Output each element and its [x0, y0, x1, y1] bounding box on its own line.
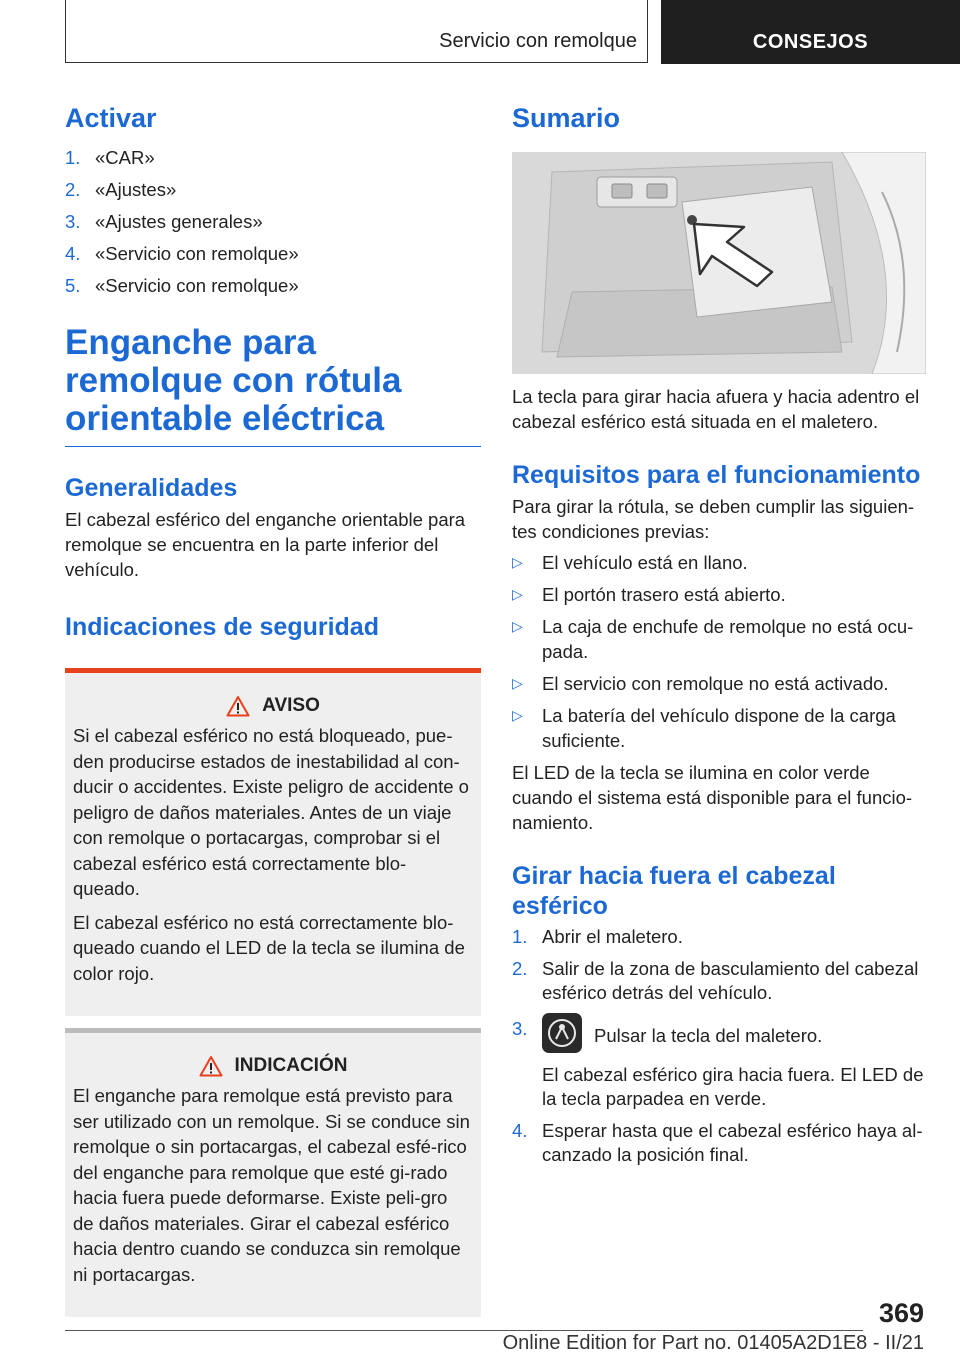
step3-note: El cabezal esférico gira hacia fuera. El LED de la tecla parpadea en verde.: [542, 1064, 924, 1109]
list-item: 2. «Ajustes»: [65, 179, 177, 200]
notice-text: El enganche para remolque está previsto para ser utilizado con un remolque. Si se conduce sin remolque o sin portacargas, el cabezal esfé-rico del enganche para remolque que esté gi-rado hacia fuera puede deformarse. Existe peli-gro de daños materiales. Girar el cabezal esférico hacia dentro cuando se conduzca sin remolque ni portacargas.: [73, 1085, 470, 1285]
trunk-button-photo: [512, 152, 926, 374]
girar-fuera-steps: [512, 925, 926, 1167]
notice-box: [65, 1028, 481, 1317]
sumario-heading: Sumario: [512, 103, 621, 133]
requisitos-list: [512, 550, 926, 753]
generalidades-text: El cabezal esférico del enganche orientable para remolque se encuentra en la parte inferior del vehículo.: [65, 509, 466, 580]
footer-divider: [65, 1330, 863, 1331]
bullet-triangle-icon: ▷: [512, 554, 523, 570]
page-number: 369: [878, 1298, 924, 1328]
requisitos-intro: Para girar la rótula, se deben cumplir las siguien-tes condiciones previas:: [512, 496, 915, 542]
list-item: 2. Salir de la zona de basculamiento del cabezal esférico detrás del vehículo.: [512, 958, 919, 1003]
photo-caption: La tecla para girar hacia afuera y hacia adentro el cabezal esférico está situada en el maletero.: [512, 386, 920, 432]
list-item: 1. «CAR»: [65, 147, 155, 168]
list-item: 5. «Servicio con remolque»: [65, 275, 299, 296]
generalidades-heading: Generalidades: [65, 474, 238, 502]
header-section-box: [65, 0, 648, 63]
bullet-triangle-icon: ▷: [512, 618, 523, 634]
requisitos-heading: Requisitos para el funcionamiento: [512, 461, 921, 489]
list-item: ▷ El portón trasero está abierto.: [512, 584, 786, 605]
bullet-triangle-icon: ▷: [512, 707, 523, 723]
warning-text-1: Si el cabezal esférico no está bloqueado, pue-den producirse estados de inestabilidad al con-ducir o accidentes. Existe peligro de accidente o peligro de daños materiales. Antes de un viaje con remolque o portacargas, comprobar si el cabezal esférico está correctamente blo-queado.: [73, 725, 469, 899]
list-item: 4. Esperar hasta que el cabezal esférico haya al-canzado la posición final.: [512, 1120, 923, 1165]
requisitos-led-text: El LED de la tecla se ilumina en color verde cuando el sistema está disponible para el funcio-namiento.: [512, 762, 913, 833]
list-item: ▷ La caja de enchufe de remolque no está ocu-pada.: [512, 616, 914, 662]
list-item: 4. «Servicio con remolque»: [65, 243, 299, 264]
list-item: ▷ El vehículo está en llano.: [512, 552, 748, 573]
main-title: Enganche para remolque con rótula orientable eléctrica: [65, 324, 481, 447]
activar-heading: Activar: [65, 103, 157, 133]
left-column: [65, 100, 481, 1317]
notice-label: INDICACIÓN: [234, 1055, 348, 1076]
page-header: [0, 0, 960, 65]
warning-box: [65, 668, 481, 1016]
safety-heading: Indicaciones de seguridad: [65, 613, 379, 641]
list-item: ▷ El servicio con remolque no está activado.: [512, 673, 889, 694]
activar-steps: [65, 146, 481, 298]
list-item: 3. «Ajustes generales»: [65, 211, 263, 232]
header-chapter-tab: CONSEJOS: [661, 0, 960, 64]
list-item: ▷ La batería del vehículo dispone de la carga suficiente.: [512, 705, 896, 751]
warning-text-2: El cabezal esférico no está correctamente blo-queado cuando el LED de la tecla se ilumina de color rojo.: [73, 911, 465, 984]
header-section-title: Servicio con remolque: [439, 30, 637, 52]
right-column: [512, 100, 926, 1175]
list-item: 3. Pulsar la tecla del maletero. El cabezal esférico gira hacia fuera. El LED de la tecla parpadea en verde.: [512, 1017, 926, 1111]
girar-fuera-heading: Girar hacia fuera el cabezal esférico: [512, 862, 836, 920]
trailer-ball-button-icon: [542, 1013, 582, 1053]
warning-label: AVISO: [262, 695, 320, 716]
edition-text: Online Edition for Part no. 01405A2D1E8 - II/21: [502, 1332, 924, 1354]
warning-triangle-icon: [226, 695, 250, 717]
list-item: 1. Abrir el maletero.: [512, 926, 683, 947]
bullet-triangle-icon: ▷: [512, 586, 523, 602]
notice-triangle-icon: [199, 1055, 223, 1077]
bullet-triangle-icon: ▷: [512, 675, 523, 691]
